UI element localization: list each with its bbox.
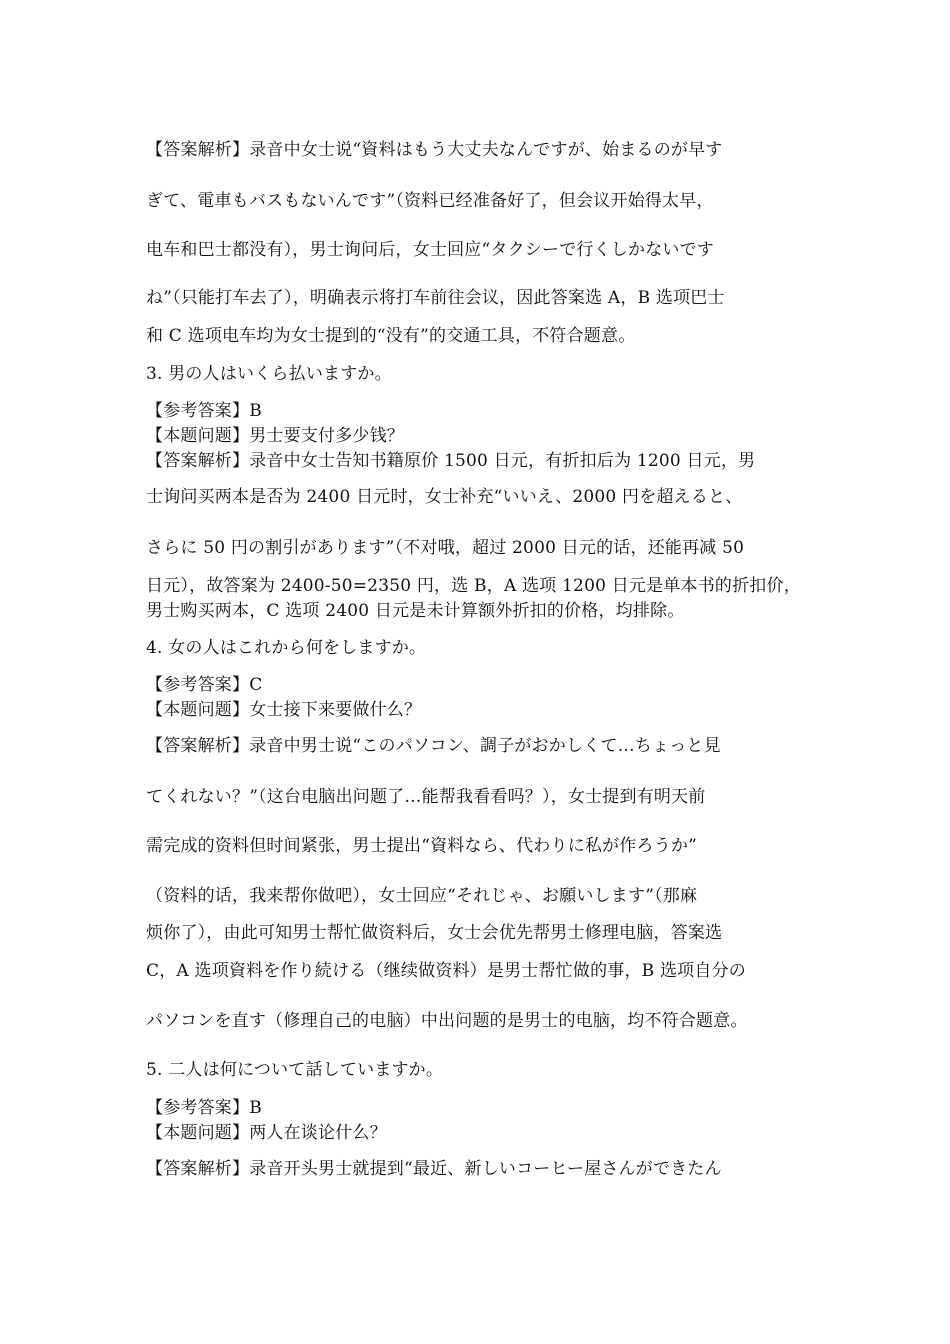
text-line: 电车和巴士都没有），男士询问后，女士回应“タクシーで行くしかないです xyxy=(146,240,714,260)
text-line: 烦你了），由此可知男士帮忙做资料后，女士会优先帮男士修理电脑，答案选 xyxy=(146,923,723,943)
question-text: 【本题问题】两人在谈论什么？ xyxy=(146,1123,387,1143)
text-line: ぎて、電車もバスもないんです”（资料已经准备好了，但会议开始得太早， xyxy=(146,191,714,211)
text-line: 【答案解析】录音中女士说“資料はもう大丈夫なんですが、始まるのが早す xyxy=(146,140,723,160)
text-line: 日元），故答案为 2400-50=2350 円，选 B，A 选项 1200 日元是单本书的折扣价， xyxy=(146,576,801,596)
text-line: 和 C 选项电车均为女士提到的“没有”的交通工具，不符合题意。 xyxy=(146,326,636,346)
text-line: （资料的话，我来帮你做吧），女士回应“それじゃ、お願いします”（那麻 xyxy=(146,886,698,906)
question-heading: 3. 男の人はいくら払いますか。 xyxy=(146,364,392,384)
text-line: パソコンを直す（修理自己的电脑）中出问题的是男士的电脑，均不符合题意。 xyxy=(146,1011,748,1031)
text-line: C，A 选项資料を作り続ける（继续做资料）是男士帮忙做的事，B 选项自分の xyxy=(146,961,746,981)
reference-answer: 【参考答案】C xyxy=(146,675,263,695)
text-line: てくれない？”（这台电脑出问题了…能帮我看看吗？），女士提到有明天前 xyxy=(146,787,706,807)
text-line: 【答案解析】录音中男士说“このパソコン、調子がおかしくて…ちょっと見 xyxy=(146,736,721,756)
question-heading: 4. 女の人はこれから何をしますか。 xyxy=(146,638,427,658)
reference-answer: 【参考答案】B xyxy=(146,401,262,421)
text-line: 【答案解析】录音中女士告知书籍原价 1500 日元，有折扣后为 1200 日元，男 xyxy=(146,451,756,471)
text-line: さらに 50 円の割引があります”（不对哦，超过 2000 日元的话，还能再减 50 xyxy=(146,538,745,558)
question-heading: 5. 二人は何について話していますか。 xyxy=(146,1060,444,1080)
text-line: 【答案解析】录音开头男士就提到“最近、新しいコーヒー屋さんができたん xyxy=(146,1159,722,1179)
text-line: ね”（只能打车去了），明确表示将打车前往会议，因此答案选 A，B 选项巴士 xyxy=(146,288,725,308)
reference-answer: 【参考答案】B xyxy=(146,1098,262,1118)
question-text: 【本题问题】男士要支付多少钱？ xyxy=(146,426,404,446)
text-line: 需完成的资料但时间紧张，男士提出“資料なら、代わりに私が作ろうか” xyxy=(146,836,697,856)
text-line: 男士购买两本，C 选项 2400 日元是未计算额外折扣的价格，均排除。 xyxy=(146,601,685,621)
question-text: 【本题问题】女士接下来要做什么？ xyxy=(146,700,422,720)
text-line: 士询问买两本是否为 2400 日元时，女士补充“いいえ、2000 円を超えると、 xyxy=(146,487,743,507)
